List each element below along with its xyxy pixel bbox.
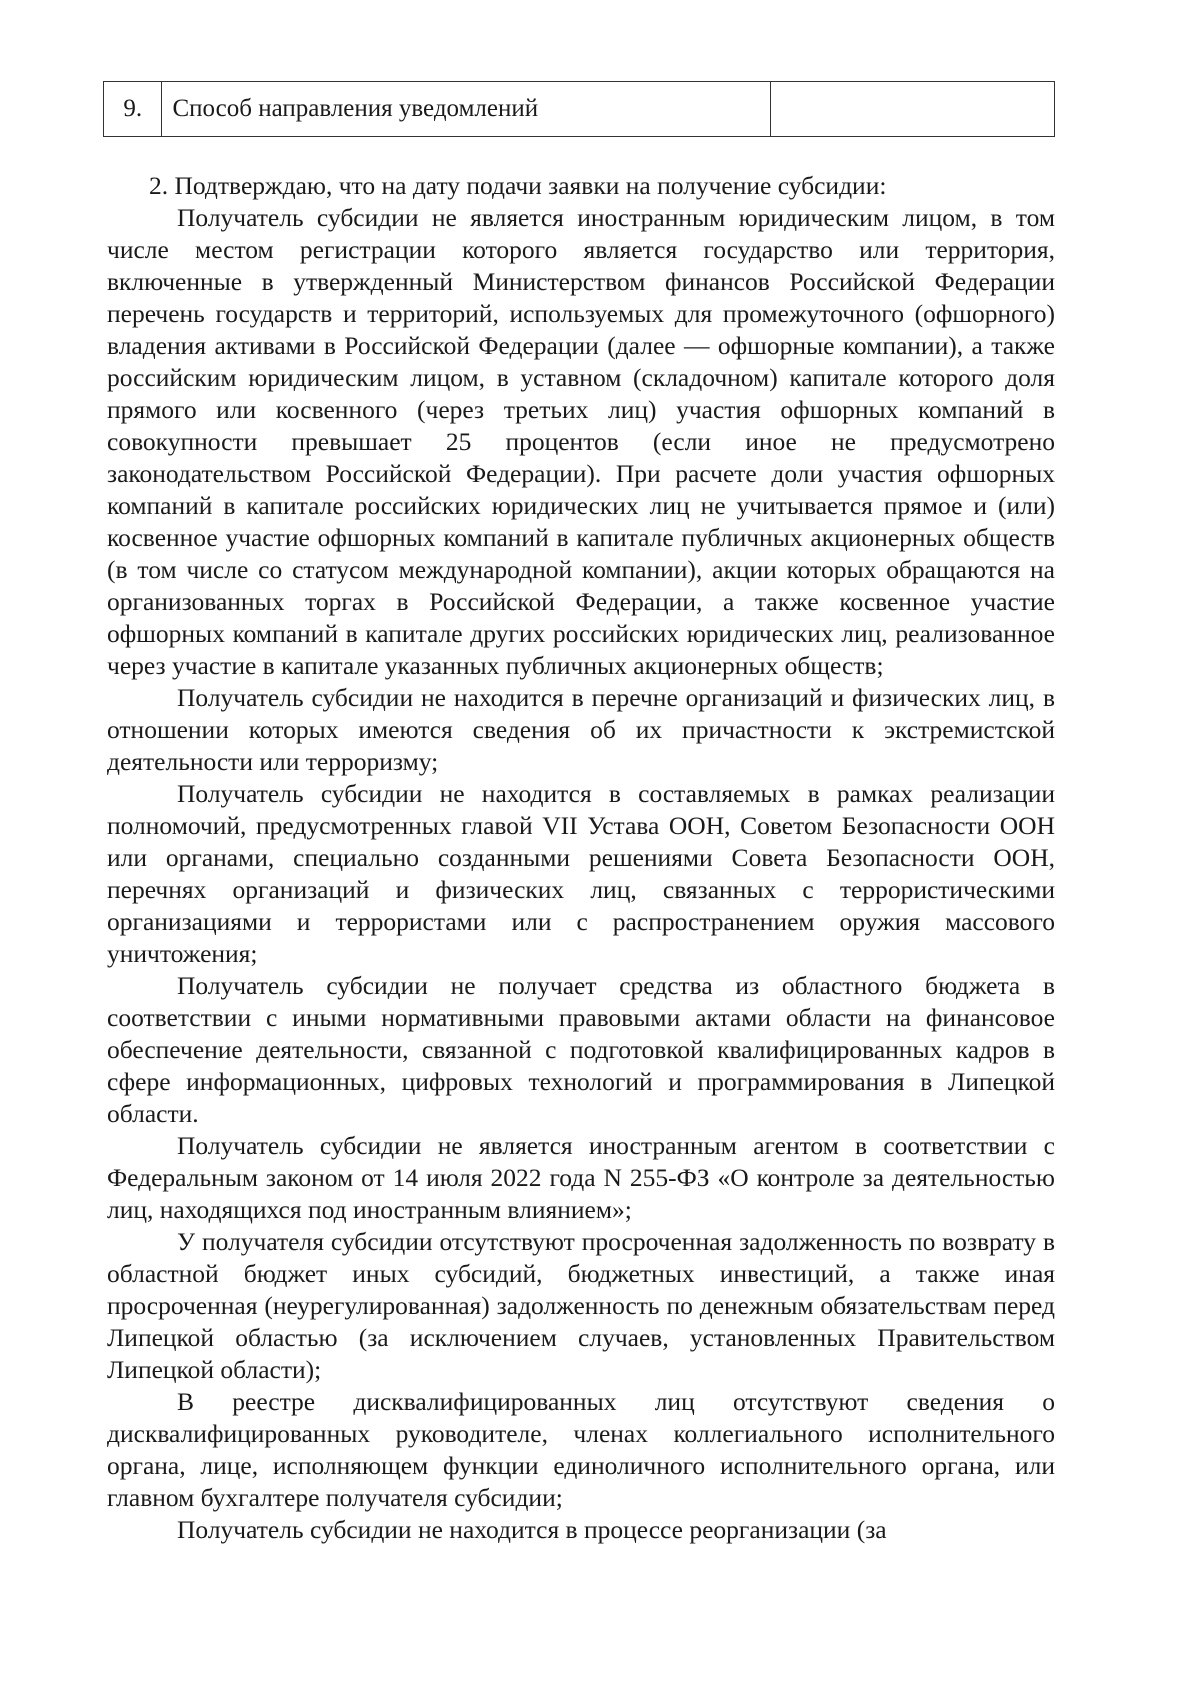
confirmation-section [107, 170, 1055, 1546]
row-value [771, 82, 1055, 137]
notification-method-table [103, 81, 1055, 137]
paragraph-regional-budget: Получатель субсидии не получает средства из областного бюджета в соответствии с иными нормативными правовыми актами области на финансовое обеспечение деятельности, связанной с подготовкой квалифицированных кадров в сфере информационных, цифровых технологий и программирования в Липецкой области. [107, 971, 1055, 1128]
paragraph-disqualified: В реестре дисквалифицированных лиц отсутствуют сведения о дисквалифицированных руководителе, членах коллегиального исполнительного органа, лице, исполняющем функции единоличного исполнительного органа, или главном бухгалтере получателя субсидии; [107, 1387, 1055, 1512]
table-row [104, 82, 1055, 137]
row-label: Способ направления уведомлений [162, 82, 771, 137]
paragraph-foreign-agent: Получатель субсидии не является иностранным агентом в соответствии с Федеральным законом от 14 июля 2022 года N 255-ФЗ «О контроле за деятельностью лиц, находящихся под иностранным влиянием»; [107, 1131, 1055, 1224]
paragraph-extremism: Получатель субсидии не находится в перечне организаций и физических лиц, в отношении которых имеются сведения об их причастности к экстремистской деятельности или терроризму; [107, 683, 1055, 776]
section-intro: 2. Подтверждаю, что на дату подачи заявки на получение субсидии: [149, 171, 887, 200]
paragraph-un-lists: Получатель субсидии не находится в составляемых в рамках реализации полномочий, предусмотренных главой VII Устава ООН, Советом Безопасности ООН или органами, специально созданными решениями Совета Безопасности ООН, перечнях организаций и физических лиц, связанных с террористическими организациями и террористами или с распространением оружия массового уничтожения; [107, 779, 1055, 968]
row-number: 9. [104, 82, 162, 137]
paragraph-reorganization: Получатель субсидии не находится в процессе реорганизации (за [177, 1515, 887, 1544]
paragraph-debts: У получателя субсидии отсутствуют просроченная задолженность по возврату в областной бюджет иных субсидий, бюджетных инвестиций, а также иная просроченная (неурегулированная) задолженность по денежным обязательствам перед Липецкой областью (за исключением случаев, установленных Правительством Липецкой области); [107, 1227, 1055, 1384]
paragraph-offshore: Получатель субсидии не является иностранным юридическим лицом, в том числе местом регистрации которого является государство или территория, включенные в утвержденный Министерством финансов Российской Федерации перечень государств и территорий, используемых для промежуточного (офшорного) владения активами в Российской Федерации (далее — офшорные компании), а также российским юридическим лицом, в уставном (складочном) капитале которого доля прямого или косвенного (через третьих лиц) участия офшорных компаний в совокупности превышает 25 процентов (если иное не предусмотрено законодательством Российской Федерации). При расчете доли участия офшорных компаний в капитале российских юридических лиц не учитывается прямое и (или) косвенное участие офшорных компаний в капитале публичных акционерных обществ (в том числе со статусом международной компании), акции которых обращаются на организованных торгах в Российской Федерации, а также косвенное участие офшорных компаний в капитале других российских юридических лиц, реализованное через участие в капитале указанных публичных акционерных обществ; [107, 203, 1055, 680]
